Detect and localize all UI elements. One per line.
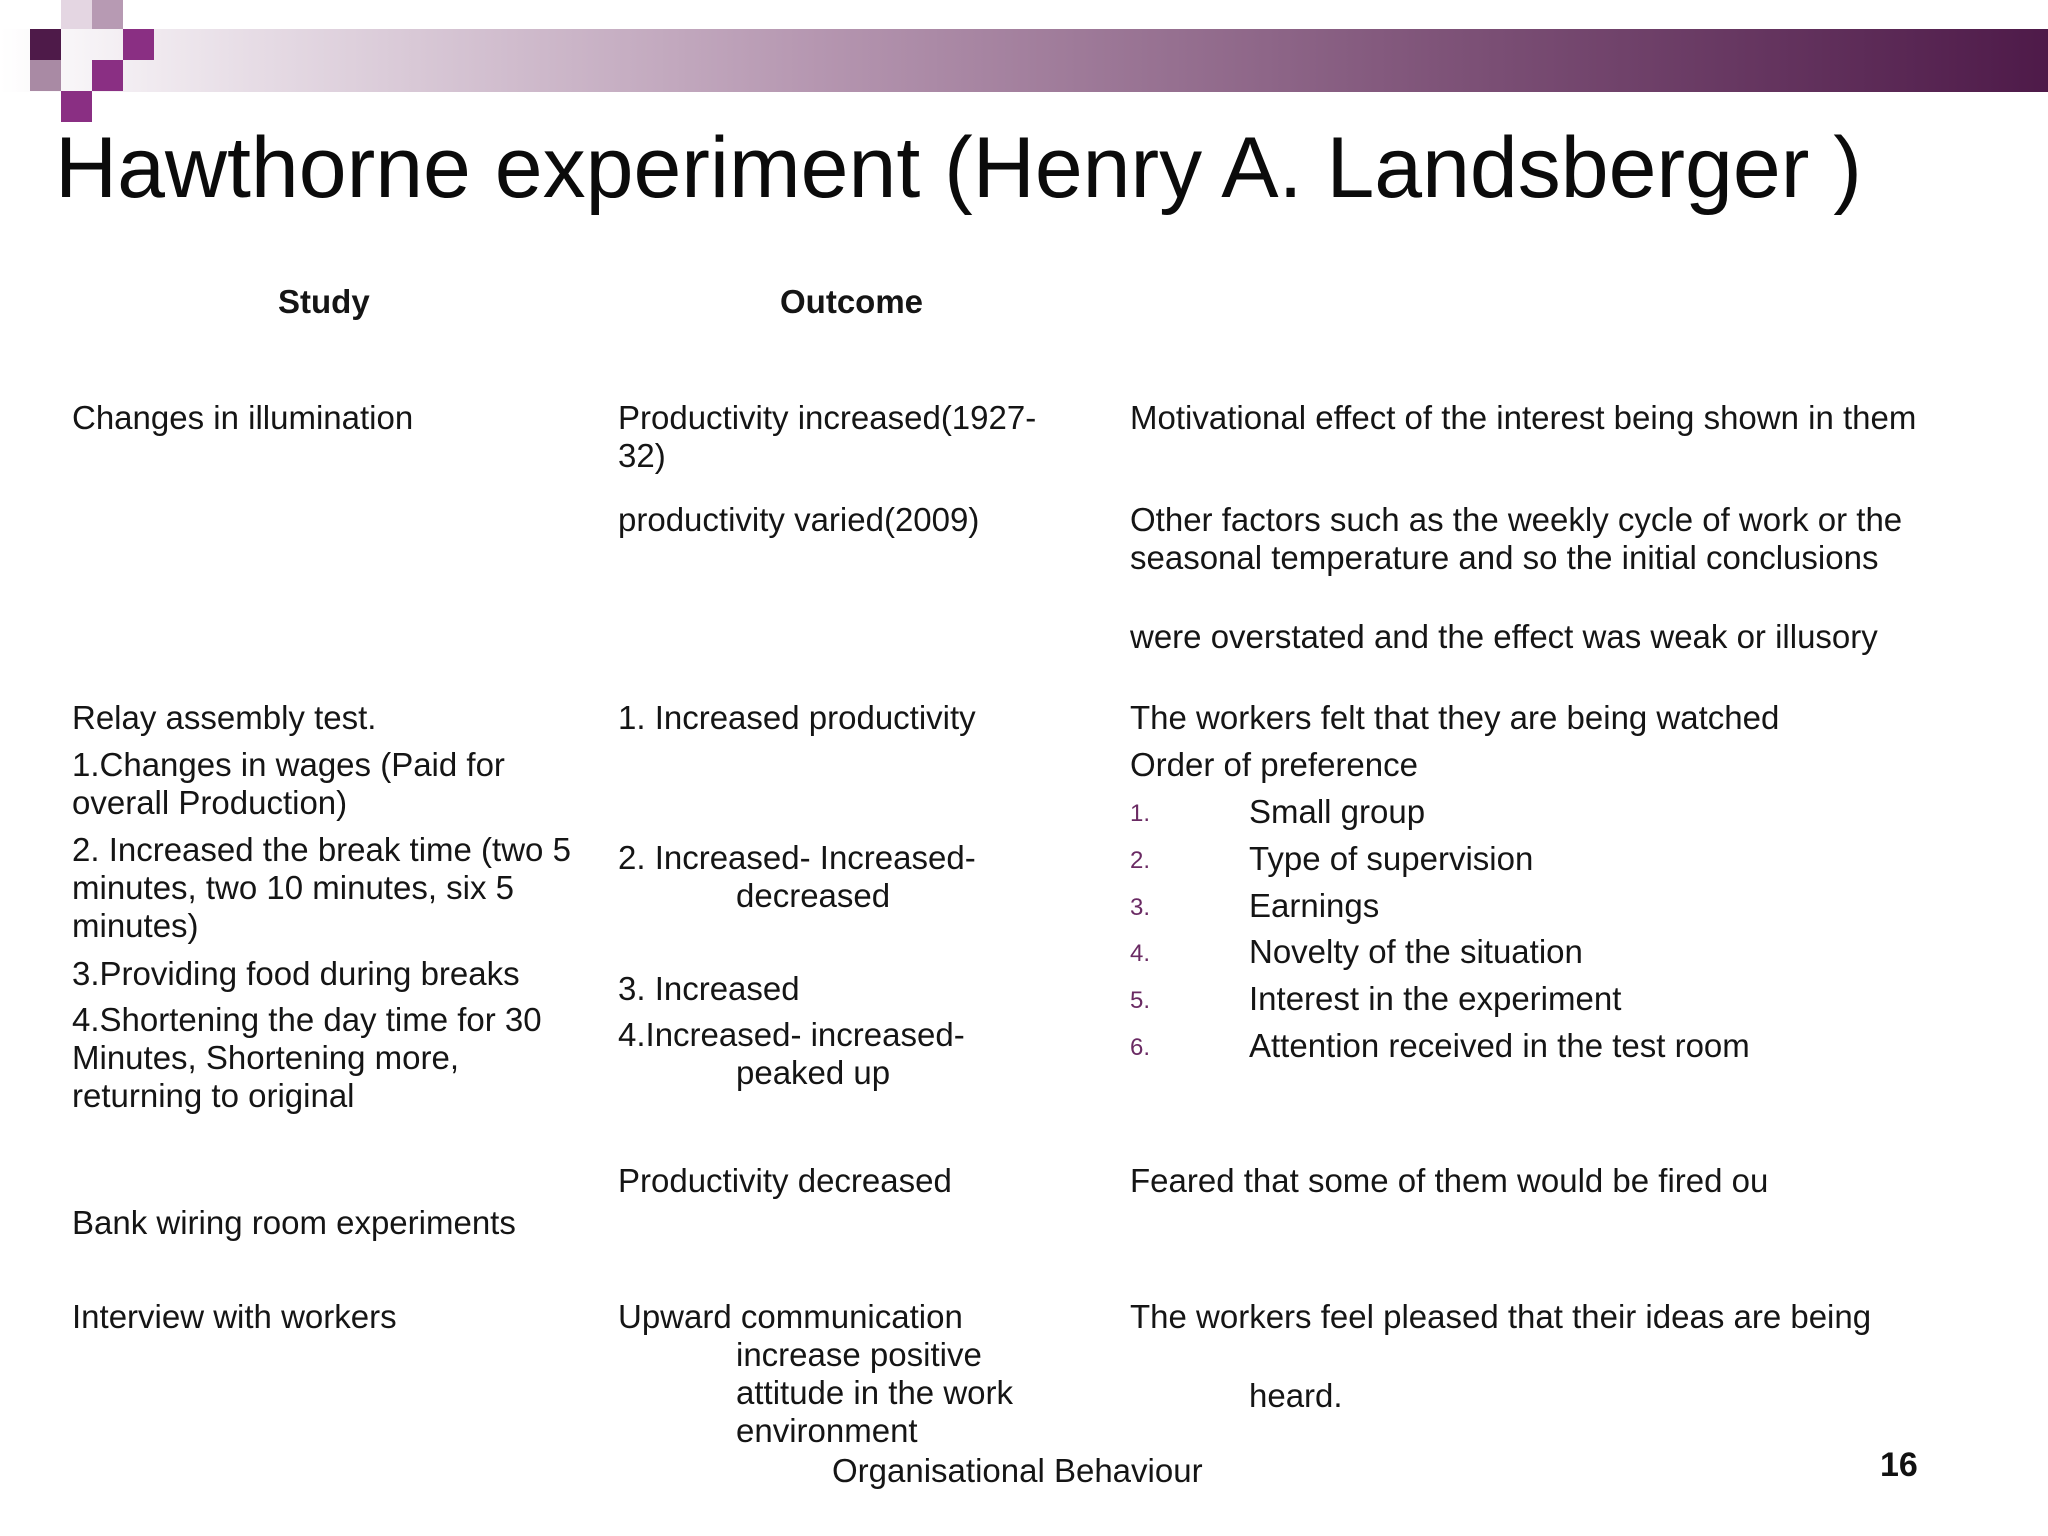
preference-title: Order of preference bbox=[1130, 746, 1418, 783]
reason-interview-2: heard. bbox=[1249, 1377, 1343, 1414]
study-illumination: Changes in illumination bbox=[72, 399, 414, 436]
outcome-illumination-1: Productivity increased(1927-32) bbox=[618, 399, 1037, 474]
preference-number: 4. bbox=[1130, 940, 1151, 967]
study-bank: Bank wiring room experiments bbox=[72, 1204, 516, 1241]
preference-number: 2. bbox=[1130, 847, 1151, 874]
preference-item: Interest in the experiment bbox=[1249, 980, 1622, 1017]
outcome-relay-4: 4.Increased- increased- bbox=[618, 1016, 965, 1053]
reason-illumination-2b: were overstated and the effect was weak or illusory bbox=[1130, 618, 1878, 655]
preference-number: 3. bbox=[1130, 894, 1151, 921]
outcome-bank: Productivity decreased bbox=[618, 1162, 952, 1199]
reason-interview-1: The workers feel pleased that their ideas are being bbox=[1130, 1298, 1872, 1335]
outcome-relay-1: 1. Increased productivity bbox=[618, 699, 976, 736]
study-interview: Interview with workers bbox=[72, 1298, 397, 1335]
study-relay-item-3: 3.Providing food during breaks bbox=[72, 955, 520, 992]
decor-square bbox=[92, 60, 123, 91]
reason-illumination-2a: Other factors such as the weekly cycle of work or the seasonal temperature and so the initial conclusions bbox=[1130, 501, 1903, 576]
decor-square bbox=[30, 60, 61, 91]
preference-number: 6. bbox=[1130, 1034, 1151, 1061]
page-number: 16 bbox=[1880, 1446, 1918, 1484]
outcome-relay-4b: peaked up bbox=[736, 1054, 891, 1091]
study-relay-item-4: 4.Shortening the day time for 30 Minutes, Shortening more, returning to original bbox=[72, 1001, 542, 1114]
preference-number: 5. bbox=[1130, 987, 1151, 1014]
outcome-interview-1: Upward communication bbox=[618, 1298, 963, 1335]
reason-bank: Feared that some of them would be fired ou bbox=[1130, 1162, 1769, 1199]
preference-item: Type of supervision bbox=[1249, 840, 1534, 877]
preference-item: Novelty of the situation bbox=[1249, 933, 1583, 970]
reason-relay-watched: The workers felt that they are being watched bbox=[1130, 699, 1780, 736]
study-relay-item-1: 1.Changes in wages (Paid for overall Production) bbox=[72, 746, 505, 821]
header-study: Study bbox=[278, 283, 370, 320]
outcome-interview-2: increase positive attitude in the work environment bbox=[736, 1336, 1013, 1449]
decor-square bbox=[92, 0, 123, 29]
preference-item: Earnings bbox=[1249, 887, 1380, 924]
outcome-relay-2b: decreased bbox=[736, 877, 891, 914]
outcome-relay-3: 3. Increased bbox=[618, 970, 800, 1007]
decor-square bbox=[30, 29, 61, 60]
outcome-relay-2: 2. Increased- Increased- bbox=[618, 839, 976, 876]
slide-title: Hawthorne experiment (Henry A. Landsberger ) bbox=[55, 120, 1862, 216]
header-gradient-bar bbox=[0, 29, 2048, 92]
study-relay-title: Relay assembly test. bbox=[72, 699, 377, 736]
header-outcome: Outcome bbox=[780, 283, 924, 320]
study-relay-item-2: 2. Increased the break time (two 5 minutes, two 10 minutes, six 5 minutes) bbox=[72, 831, 571, 944]
decor-square bbox=[123, 29, 154, 60]
decor-square bbox=[61, 0, 92, 29]
preference-item: Small group bbox=[1249, 793, 1426, 830]
outcome-illumination-2: productivity varied(2009) bbox=[618, 501, 980, 538]
reason-illumination-1: Motivational effect of the interest being shown in them bbox=[1130, 399, 1917, 436]
preference-number: 1. bbox=[1130, 800, 1151, 827]
footer-text: Organisational Behaviour bbox=[832, 1452, 1203, 1489]
preference-item: Attention received in the test room bbox=[1249, 1027, 1750, 1064]
